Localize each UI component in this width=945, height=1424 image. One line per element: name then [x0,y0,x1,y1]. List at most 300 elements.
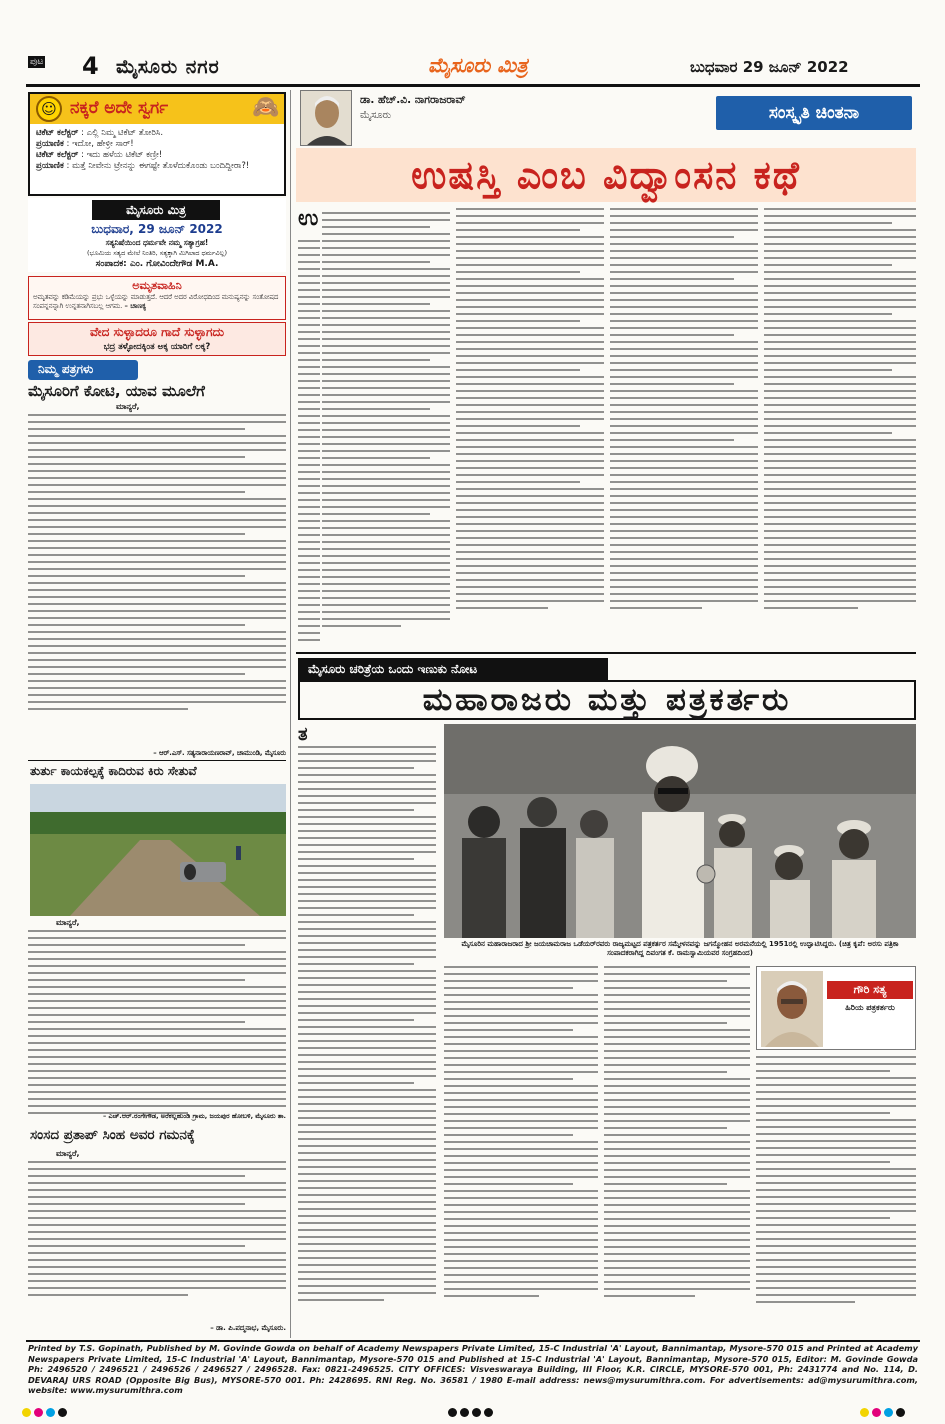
text-line [444,1071,598,1073]
text-line [322,555,450,557]
text-line [322,296,450,298]
text-line [298,450,320,452]
text-line [756,1063,916,1065]
text-line [444,1239,598,1241]
text-line [322,401,450,403]
text-line [298,1082,414,1084]
text-line [28,617,286,619]
text-line [456,397,604,399]
text-line [322,576,450,578]
text-line [756,1119,916,1121]
text-line [604,1267,750,1269]
culture-place: ಮೈಸೂರು [360,110,392,121]
header-rule [26,84,920,87]
text-line [298,408,320,410]
laughing-face-icon: ☺ [36,96,62,122]
text-line [298,548,320,550]
text-line [764,341,916,343]
veda-title: ವೇದ ಸುಳ್ಳಾದರೂ ಗಾದೆ ಸುಳ್ಳಾಗದು [89,325,225,339]
author-photo [300,90,352,146]
text-line [444,1183,573,1185]
text-line [298,562,320,564]
text-line [604,1162,750,1164]
text-line [604,1232,750,1234]
text-line [28,694,286,696]
text-line [28,673,245,675]
text-line [298,1061,436,1063]
history-col1 [298,746,436,1320]
text-line [610,285,758,287]
text-line [764,348,916,350]
text-line [322,254,450,256]
text-line [444,1008,598,1010]
text-line [456,376,604,378]
text-line [28,456,245,458]
joke-line: ಪ್ರಯಾಣಿಕ : ಮತ್ತೆ ನೀವೇನು ಟ್ರೇನನ್ನು ಈಗಷ್ಟೇ ತೊಳೆದುಕೊಂಡು ಬಂದಿದ್ದೀರಾ?! [36,161,250,171]
person-figure [236,846,241,860]
text-line [298,872,436,874]
culvert-photo [30,784,286,916]
text-line [28,477,286,479]
text-line [28,944,245,946]
text-line [456,537,604,539]
issue-date: ಬುಧವಾರ 29 ಜೂನ್ 2022 [690,58,849,76]
text-line [456,404,604,406]
text-line [322,506,450,508]
text-line [604,1113,750,1115]
text-line [444,1267,598,1269]
text-line [764,425,916,427]
text-line [444,1288,598,1290]
culvert-opening [184,864,196,880]
text-line [298,485,320,487]
text-line [604,994,750,996]
text-line [764,369,892,371]
text-line [764,523,916,525]
text-line [756,1105,916,1107]
history-author-name: ಗೌರಿ ಸತ್ಯ [827,981,913,999]
text-line [298,851,436,853]
text-line [28,498,286,500]
text-line [28,540,286,542]
text-line [756,1266,916,1268]
text-line [298,590,320,592]
text-line [28,1035,286,1037]
text-line [298,1019,414,1021]
text-line [456,341,604,343]
text-line [298,282,320,284]
masthead-box-editor: ಸಂಪಾದಕ: ಎಂ. ಗೋವಿಂದೇಗೌಡ M.A. [95,259,219,269]
text-line [604,1281,750,1283]
text-line [764,327,916,329]
text-line [298,816,436,818]
text-line [298,240,320,242]
text-line [322,324,450,326]
text-line [456,565,604,567]
text-line [604,1127,727,1129]
text-line [764,320,916,322]
text-line [322,338,450,340]
text-line [298,520,320,522]
text-line [444,1197,598,1199]
text-line [28,561,286,563]
text-line [756,1287,916,1289]
history-col4 [756,1056,916,1320]
text-line [756,1224,916,1226]
text-line [756,1238,916,1240]
text-line [298,275,320,277]
text-line [764,376,916,378]
text-line [28,1056,286,1058]
text-line [610,411,758,413]
text-line [610,551,758,553]
text-line [298,781,436,783]
letter2-signature: – ಎಚ್.ಆರ್.ರಂಗೇಗೌಡ, ಅರೆಕಲ್ಲಹುಂಡಿ ಗ್ರಾಮ, ಜಯಪುರ ಹೋಬಳಿ, ಮೈಸೂರು ತಾ. [103,1112,286,1120]
text-line [28,1007,286,1009]
text-line [456,551,604,553]
text-line [28,1063,286,1065]
section-name: ಮೈಸೂರು ನಗರ [116,56,220,78]
text-line [322,492,450,494]
text-line [756,1056,916,1058]
text-line [298,611,320,613]
text-line [604,1253,750,1255]
text-line [444,1274,598,1276]
text-line [298,1264,436,1266]
text-line [610,208,758,210]
text-line [28,582,286,584]
text-line [764,355,916,357]
text-line [298,1145,436,1147]
text-line [610,369,758,371]
text-line [756,1091,916,1093]
text-line [610,453,758,455]
text-line [610,397,758,399]
text-line [28,1294,188,1296]
text-line [298,1236,436,1238]
text-line [610,600,758,602]
culture-headline: ಉಷಸ್ತಿ ಎಂಬ ವಿದ್ವಾಂಸನ ಕಥೆ [296,148,916,202]
text-line [604,1239,750,1241]
text-line [298,1152,436,1154]
text-line [756,1182,916,1184]
text-line [764,502,916,504]
text-line [298,837,436,839]
culture-col4 [764,208,916,648]
text-line [456,593,604,595]
text-line [28,638,286,640]
text-line [604,1043,750,1045]
text-line [298,1131,436,1133]
text-line [28,993,286,995]
text-line [764,558,916,560]
text-line [322,387,450,389]
text-line [456,320,580,322]
text-line [610,460,758,462]
text-line [298,289,320,291]
text-line [28,610,286,612]
text-line [610,593,758,595]
text-line [298,1075,436,1077]
text-line [28,533,245,535]
text-line [322,457,430,459]
text-line [28,1042,286,1044]
text-line [322,590,450,592]
text-line [28,442,286,444]
text-line [28,512,286,514]
text-line [28,1084,286,1086]
joke-title-bar [30,94,284,124]
text-line [322,604,450,606]
text-line [298,1117,436,1119]
text-line [322,422,450,424]
text-line [456,334,604,336]
text-line [764,593,916,595]
text-line [322,282,450,284]
text-line [322,478,450,480]
text-line [28,1028,286,1030]
text-line [298,625,320,627]
text-line [756,1245,916,1247]
text-line [298,1054,436,1056]
letter1-body [28,414,286,746]
text-line [322,408,430,410]
text-line [444,1029,573,1031]
text-line [604,1057,750,1059]
text-line [456,327,604,329]
text-line [322,429,450,431]
text-line [28,1210,286,1212]
text-line [298,1299,384,1301]
text-line [298,555,320,557]
text-line [322,247,450,249]
text-line [610,313,758,315]
text-line [604,1015,750,1017]
history-author-portrait-icon [761,971,823,1047]
text-line [764,432,892,434]
text-line [298,394,320,396]
text-line [298,1040,436,1042]
text-line [322,275,450,277]
text-line [298,380,320,382]
text-line [456,439,604,441]
text-line [456,264,604,266]
text-line [444,1022,598,1024]
text-line [298,317,320,319]
text-line [298,1194,436,1196]
text-line [28,575,245,577]
text-line [764,208,916,210]
text-line [444,1050,598,1052]
text-line [298,900,436,902]
text-line [764,264,892,266]
text-line [444,1260,598,1262]
text-line [764,257,916,259]
masthead-box-date: ಬುಧವಾರ, 29 ಜೂನ್ 2022 [91,222,223,236]
text-line [322,562,450,564]
text-line [764,572,916,574]
text-line [298,429,320,431]
maharaja-photo [444,724,916,938]
veda-sub: ಭದ್ರ ತಳ್ಳೋದಕ್ಕಿಂತ ಅಕ್ಕ ಯಾರಿಗೆ ಲಕ್ಕ? [103,342,211,352]
text-line [610,229,758,231]
text-line [28,589,286,591]
text-line [604,1064,750,1066]
text-line [28,1266,286,1268]
text-line [756,1098,916,1100]
text-line [322,443,450,445]
text-line [322,520,450,522]
text-line [444,1113,598,1115]
joke-title: ನಕ್ಕರೆ ಅದೇ ಸ್ವರ್ಗ [70,98,169,118]
text-line [298,366,320,368]
text-line [444,1232,598,1234]
text-line [322,625,401,627]
text-line [298,415,320,417]
text-line [610,579,758,581]
text-line [28,491,245,493]
text-line [610,432,758,434]
text-line [764,509,916,511]
text-line [604,1183,727,1185]
text-line [756,1168,916,1170]
text-line [456,229,580,231]
text-line [322,485,450,487]
text-line [28,449,286,451]
text-line [444,1078,573,1080]
text-line [298,338,320,340]
text-line [456,432,604,434]
text-line [604,1141,750,1143]
text-line [610,425,758,427]
text-line [456,418,604,420]
text-line [764,418,916,420]
text-line [444,1204,598,1206]
text-line [756,1294,916,1296]
text-line [610,250,758,252]
text-line [298,1068,436,1070]
history-headline: ಮಹಾರಾಜರು ಮತ್ತು ಪತ್ರಕರ್ತರು [298,680,916,720]
text-line [298,844,436,846]
text-line [604,1260,750,1262]
text-line [298,830,436,832]
text-line [28,687,286,689]
text-line [298,977,436,979]
text-line [322,303,430,305]
text-line [610,558,758,560]
text-line [610,607,702,609]
text-line [298,1229,436,1231]
text-line [604,973,750,975]
text-line [610,355,758,357]
text-line [322,212,450,214]
text-line [456,355,604,357]
text-line [764,607,858,609]
text-line [764,551,916,553]
text-line [610,215,758,217]
masthead-box [28,198,286,272]
letters-banner-label: ನಿಮ್ಮ ಪತ್ರಗಳು [38,362,94,376]
text-line [444,1092,598,1094]
text-line [444,987,573,989]
text-line [28,937,286,939]
text-line [444,1155,598,1157]
text-line [444,1134,573,1136]
text-line [764,565,916,567]
text-line [764,222,892,224]
text-line [298,1278,436,1280]
text-line [322,226,430,228]
text-line [28,603,286,605]
text-line [764,236,916,238]
text-line [756,1147,916,1149]
text-line [298,331,320,333]
text-line [604,1218,750,1220]
text-line [298,935,436,937]
text-line [756,1252,916,1254]
text-line [444,1225,598,1227]
text-line [298,949,436,951]
text-line [764,495,916,497]
text-line [298,1096,436,1098]
text-line [610,278,734,280]
text-line [28,979,245,981]
text-line [456,509,604,511]
text-line [756,1301,855,1303]
text-line [444,1106,598,1108]
text-line [28,986,286,988]
text-line [298,436,320,438]
text-line [298,865,436,867]
text-line [764,586,916,588]
letter2-body [28,930,286,1138]
text-line [604,1295,695,1297]
page-header [26,50,920,86]
text-line [604,1085,750,1087]
text-line [28,414,286,416]
text-line [298,921,436,923]
history-author-role: ಹಿರಿಯ ಪತ್ರಕರ್ತರು [845,1003,895,1012]
text-line [298,303,320,305]
text-line [444,1015,598,1017]
culture-col2 [456,208,604,648]
text-line [610,390,758,392]
text-line [298,541,320,543]
text-line [298,914,414,916]
joke-box [28,92,286,196]
text-line [610,565,758,567]
text-line [298,443,320,445]
text-line [298,1159,436,1161]
text-line [604,1071,727,1073]
text-line [28,645,286,647]
text-line [322,317,450,319]
letter3-body [28,1161,286,1321]
text-line [322,513,430,515]
section-divider [296,652,916,654]
text-line [298,1187,436,1189]
text-line [756,1084,916,1086]
text-line [604,1148,750,1150]
text-line [456,425,580,427]
text-line [604,966,750,968]
text-line [456,271,580,273]
text-line [456,285,604,287]
amrutha-box [28,276,286,320]
text-line [444,1148,598,1150]
text-line [610,306,758,308]
text-line [456,488,604,490]
